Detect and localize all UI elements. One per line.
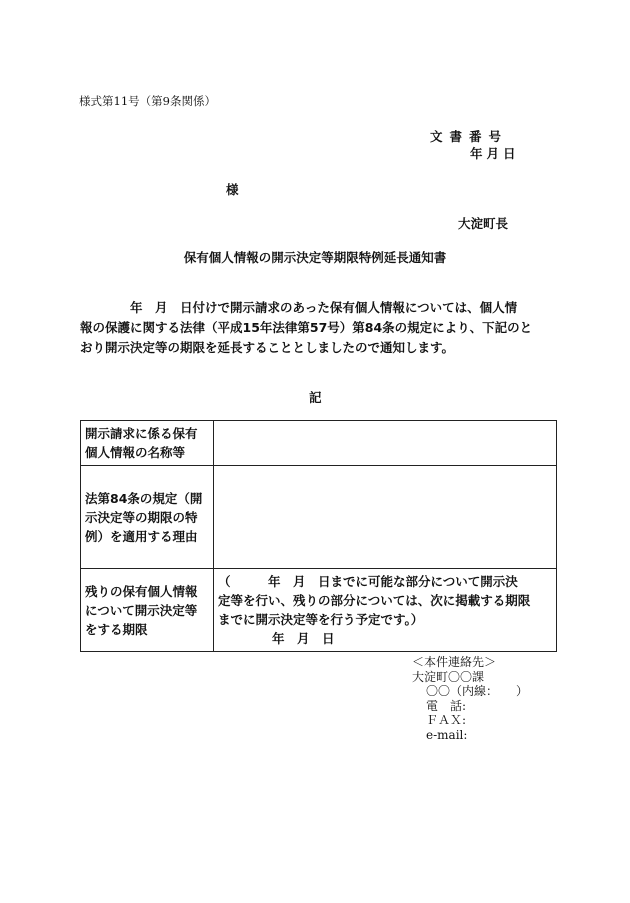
table-row <box>81 569 557 652</box>
ki-heading: 記 <box>309 390 322 405</box>
sender-name: 大淀町長 <box>458 216 509 231</box>
label-deadline: 残りの保有個人情報 について開示決定等 をする期限 <box>81 569 214 652</box>
contact-section: 大淀町〇〇課 <box>412 669 485 684</box>
document-title: 保有個人情報の開示決定等期限特例延長通知書 <box>183 250 447 265</box>
contact-email: e-mail: <box>426 727 468 742</box>
recipient-honorific: 様 <box>226 182 239 197</box>
notice-body <box>80 298 560 358</box>
body-line: 年 月 日付けで開示請求のあった保有個人情報については、個人情 <box>80 300 518 315</box>
document-number: 文書番号 <box>430 129 509 144</box>
table-row <box>81 466 557 569</box>
contact-fax: ＦＡＸ: <box>426 713 467 727</box>
value-deadline: （ 年 月 日までに可能な部分について開示決 定等を行い、残りの部分については、次に掲載する期限 までに開示決定等を行う予定です。） 年 月 日 <box>214 569 557 652</box>
contact-phone: 電 話: <box>426 698 467 713</box>
body-line: 報の保護に関する法律（平成15年法律第57号）第84条の規定により、下記のと <box>80 320 533 335</box>
contact-block <box>412 655 528 742</box>
label-info-name: 開示請求に係る保有 個人情報の名称等 <box>81 421 214 466</box>
contact-heading: ＜本件連絡先＞ <box>412 655 497 669</box>
table-row <box>81 421 557 466</box>
body-line: おり開示決定等の期限を延長することとしましたので通知します。 <box>80 340 455 355</box>
document-date: 年月日 <box>470 146 520 161</box>
value-reason <box>214 466 557 569</box>
form-number: 様式第11号（第9条関係） <box>79 94 216 108</box>
value-info-name <box>214 421 557 466</box>
contact-staff: 〇〇（内線： ） <box>426 684 529 698</box>
label-reason: 法第84条の規定（開 示決定等の期限の特 例）を適用する理由 <box>81 466 214 569</box>
details-table <box>80 420 557 652</box>
